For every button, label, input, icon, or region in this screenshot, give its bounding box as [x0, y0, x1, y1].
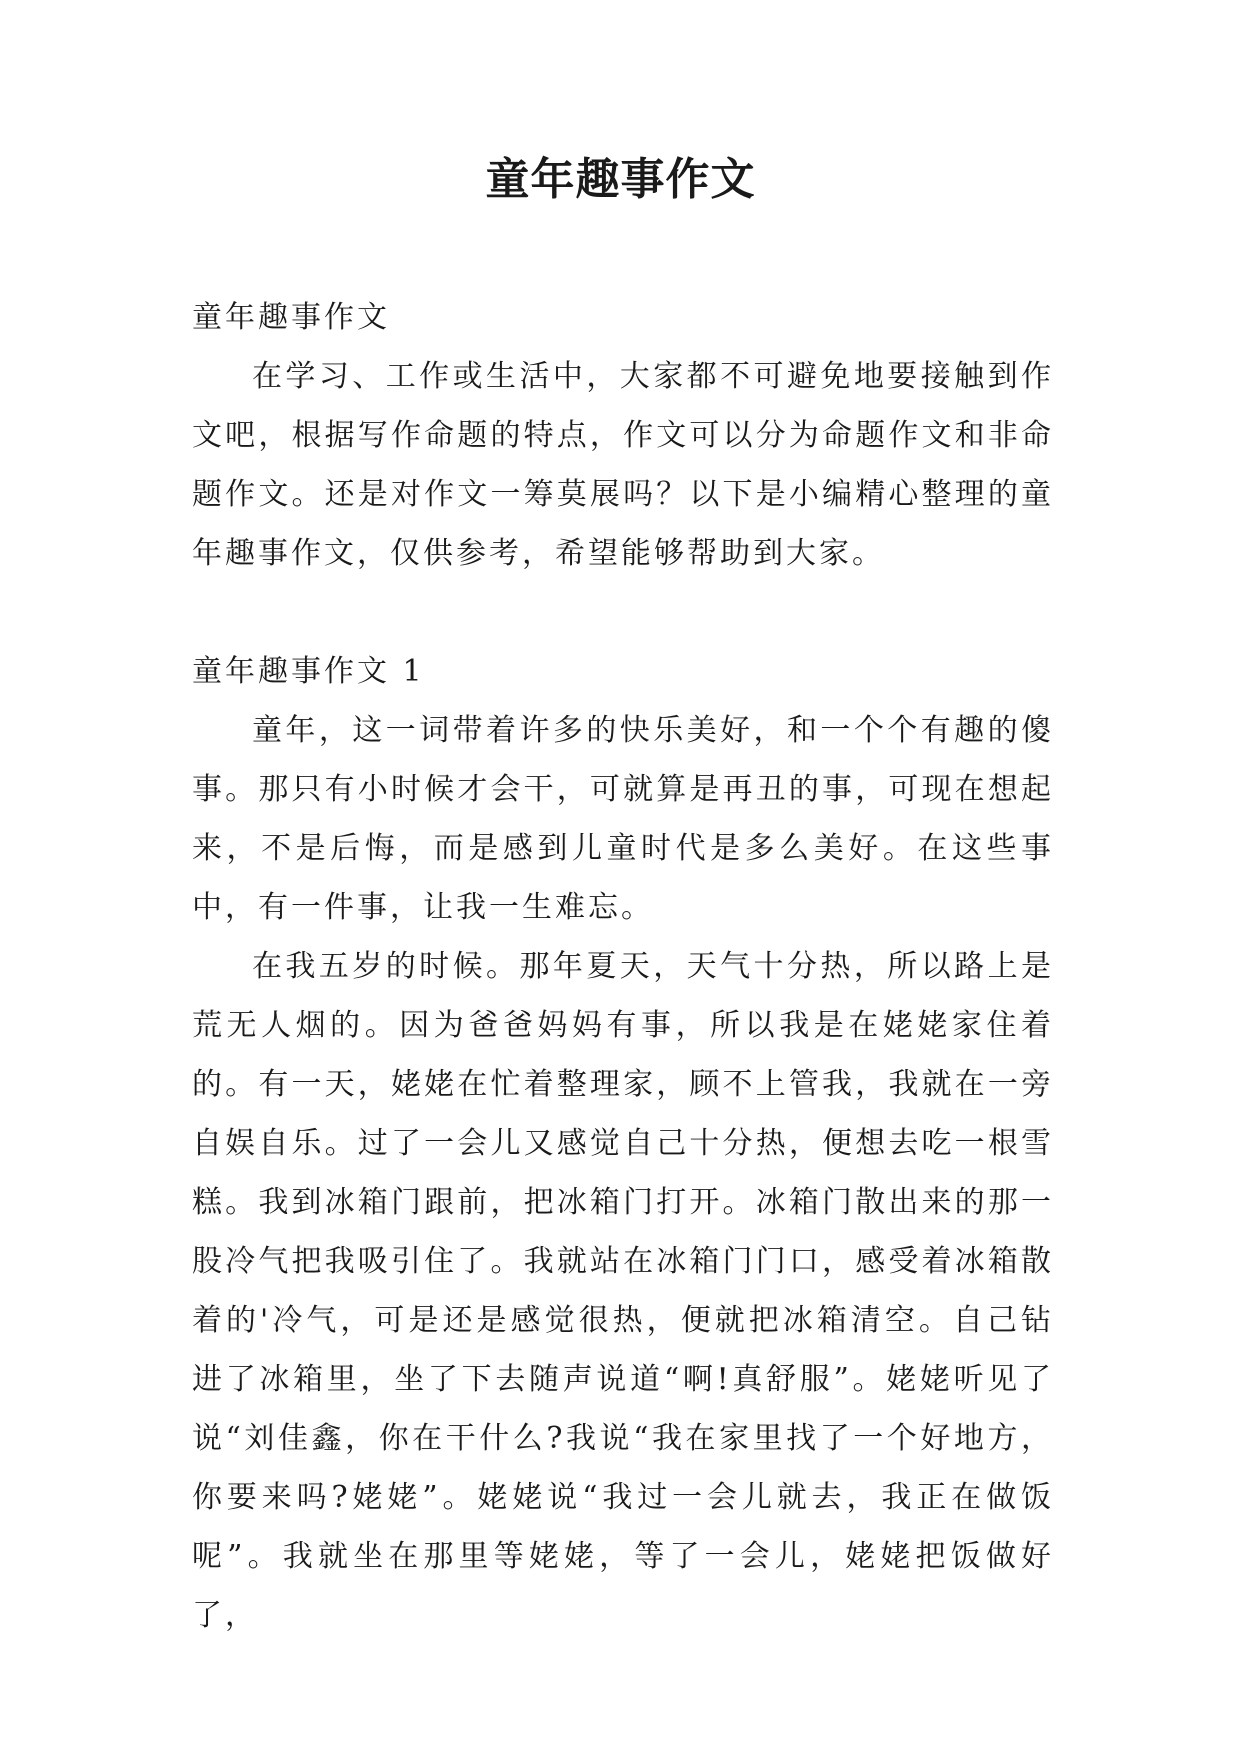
section-1-paragraph-2: 在我五岁的时候。那年夏天，天气十分热，所以路上是荒无人烟的。因为爸爸妈妈有事，所以我是在姥姥家住着的。有一天，姥姥在忙着整理家，顾不上管我，我就在一旁自娱自乐。过了一会儿又感觉自己十分热，便想去吃一根雪糕。我到冰箱门跟前，把冰箱门打开。冰箱门散出来的那一股冷气把我吸引住了。我就站在冰箱门门口，感受着冰箱散着的'冷气，可是还是感觉很热，便就把冰箱清空。自己钻进了冰箱里，坐了下去随声说道“啊!真舒服”。姥姥听见了说“刘佳鑫，你在干什么?我说“我在家里找了一个好地方，你要来吗?姥姥”。姥姥说“我过一会儿就去，我正在做饭呢”。我就坐在那里等姥姥，等了一会儿，姥姥把饭做好了， — [192, 949, 1054, 1633]
section-heading-1: 童年趣事作文 1 — [192, 654, 425, 689]
intro-paragraph: 在学习、工作或生活中，大家都不可避免地要接触到作文吧，根据写作命题的特点，作文可以分为命题作文和非命题作文。还是对作文一筹莫展吗？以下是小编精心整理的童年趣事作文，仅供参考，希望能够帮助到大家。 — [192, 359, 1054, 571]
document-body — [192, 288, 1054, 1645]
document-title: 童年趣事作文 — [485, 154, 756, 205]
document-subtitle: 童年趣事作文 — [192, 300, 390, 335]
section-1-paragraph-1: 童年，这一词带着许多的快乐美好，和一个个有趣的傻事。那只有小时候才会干，可就算是再丑的事，可现在想起来，不是后悔，而是感到儿童时代是多么美好。在这些事中，有一件事，让我一生难忘。 — [192, 713, 1054, 925]
